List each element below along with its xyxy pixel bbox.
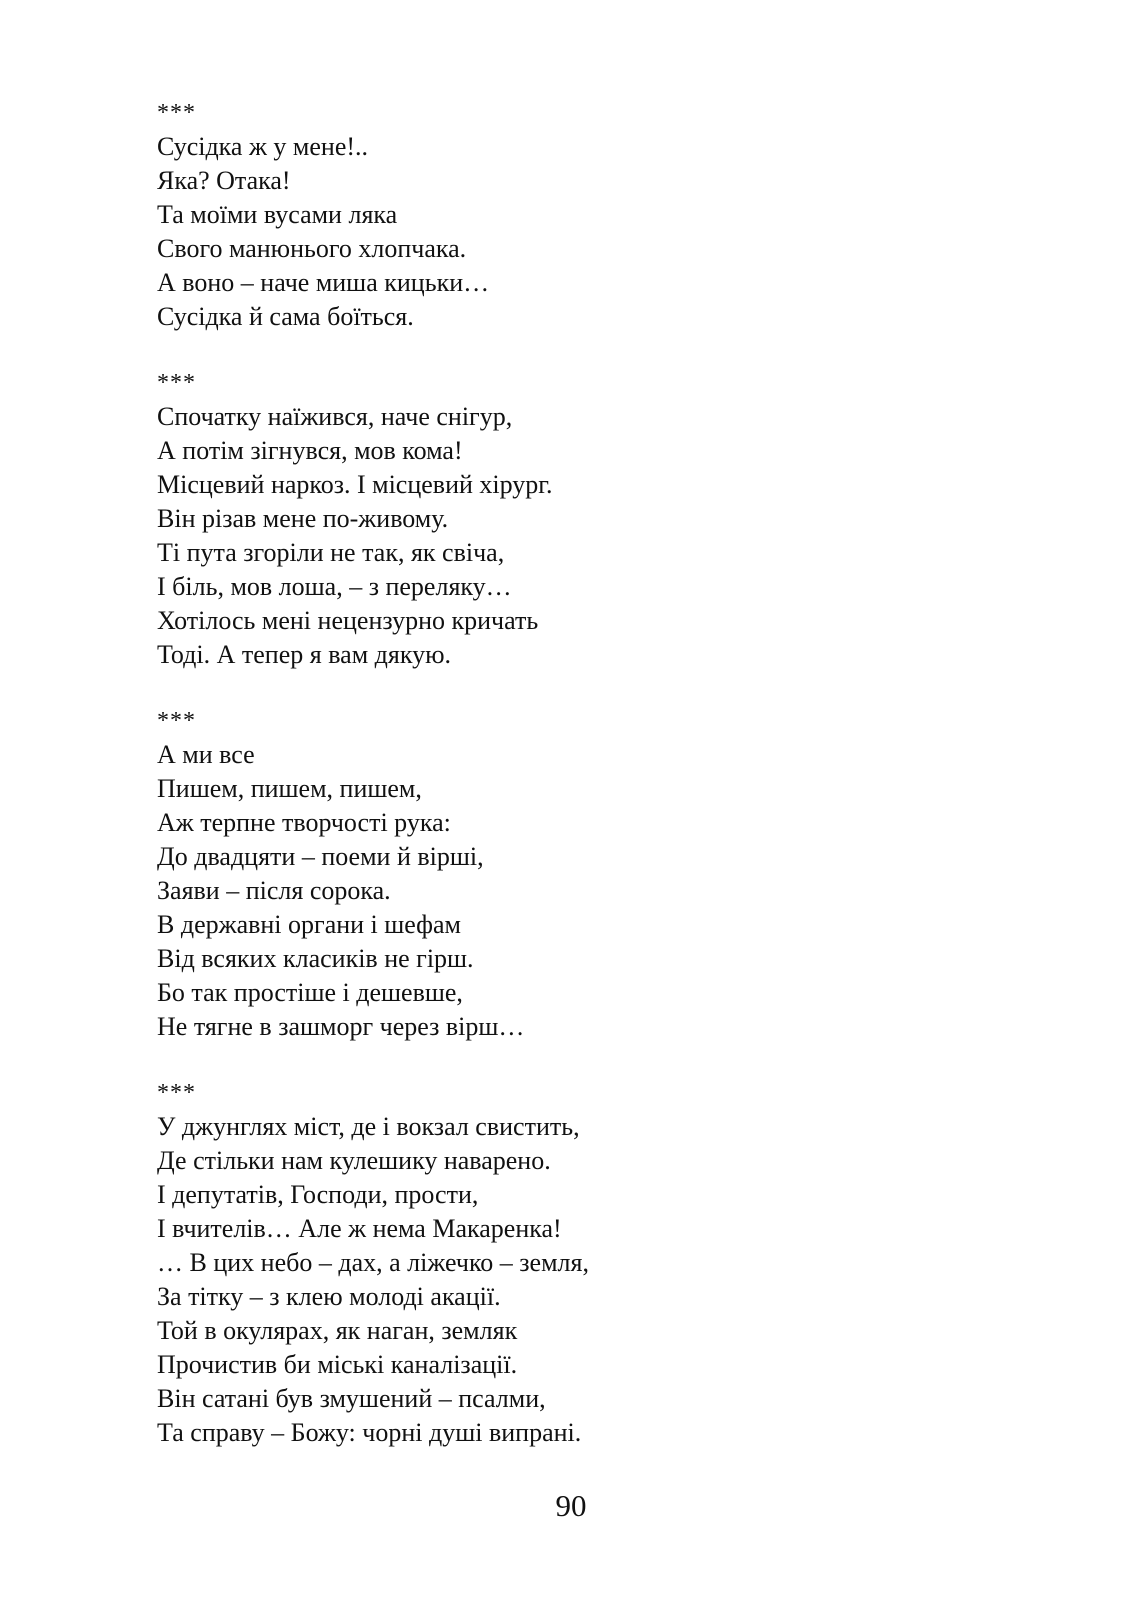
poem-line: Та моїми вусами ляка bbox=[157, 200, 398, 229]
poem-line: Він різав мене по-живому. bbox=[157, 504, 449, 533]
poem-line: А воно – наче миша кицьки… bbox=[157, 268, 490, 297]
poems-container bbox=[157, 96, 1057, 1482]
poem-line: Яка? Отака! bbox=[157, 166, 291, 195]
poem-line: Хотілось мені нецензурно кричать bbox=[157, 606, 539, 635]
poem bbox=[157, 704, 1057, 1044]
poem-line: Та справу – Божу: чорні душі випрані. bbox=[157, 1418, 582, 1447]
poem-line: Ті пута згоріли не так, як свіча, bbox=[157, 538, 505, 567]
poem-line: А ми все bbox=[157, 740, 255, 769]
poem-line: І біль, мов лоша, – з переляку… bbox=[157, 572, 512, 601]
page-number: 90 bbox=[555, 1488, 587, 1523]
poem-line: До двадцяти – поеми й вірші, bbox=[157, 842, 484, 871]
poem-line: Від всяких класиків не гірш. bbox=[157, 944, 474, 973]
poem-line: В державні органи і шефам bbox=[157, 910, 462, 939]
poem-line: Заяви – після сорока. bbox=[157, 876, 391, 905]
poem-separator: *** bbox=[157, 370, 196, 396]
poem-line: А потім зігнувся, мов кома! bbox=[157, 436, 463, 465]
poem-line: Він сатані був змушений – псалми, bbox=[157, 1384, 546, 1413]
poem-line: Не тягне в зашморг через вірш… bbox=[157, 1012, 525, 1041]
poem-line: Пишем, пишем, пишем, bbox=[157, 774, 422, 803]
poem-line: І депутатів, Господи, прости, bbox=[157, 1180, 479, 1209]
poem-line: Сусідка й сама боїться. bbox=[157, 302, 414, 331]
poem-line: Спочатку наїжився, наче снігур, bbox=[157, 402, 513, 431]
poem-line: Той в окулярах, як наган, земляк bbox=[157, 1316, 518, 1345]
poem bbox=[157, 366, 1057, 672]
poem-line: І вчителів… Але ж нема Макаренка! bbox=[157, 1214, 562, 1243]
poem-separator: *** bbox=[157, 708, 196, 734]
poem-line: Сусідка ж у мене!.. bbox=[157, 132, 369, 161]
poem-line: Місцевий наркоз. І місцевий хірург. bbox=[157, 470, 553, 499]
poem-line: Свого манюнього хлопчака. bbox=[157, 234, 467, 263]
poem bbox=[157, 1076, 1057, 1450]
poem-line: Аж терпне творчості рука: bbox=[157, 808, 451, 837]
poem-separator: *** bbox=[157, 1080, 196, 1106]
poem-line: Прочистив би міські каналізації. bbox=[157, 1350, 518, 1379]
poem-line: У джунглях міст, де і вокзал свистить, bbox=[157, 1112, 580, 1141]
poem-separator: *** bbox=[157, 100, 196, 126]
poem-line: За тітку – з клею молоді акації. bbox=[157, 1282, 501, 1311]
poem-line: … В цих небо – дах, а ліжечко – земля, bbox=[157, 1248, 589, 1277]
poem bbox=[157, 96, 1057, 334]
poem-line: Тоді. А тепер я вам дякую. bbox=[157, 640, 452, 669]
poem-line: Бо так простіше і дешевше, bbox=[157, 978, 463, 1007]
poem-line: Де стільки нам кулешику наварено. bbox=[157, 1146, 551, 1175]
